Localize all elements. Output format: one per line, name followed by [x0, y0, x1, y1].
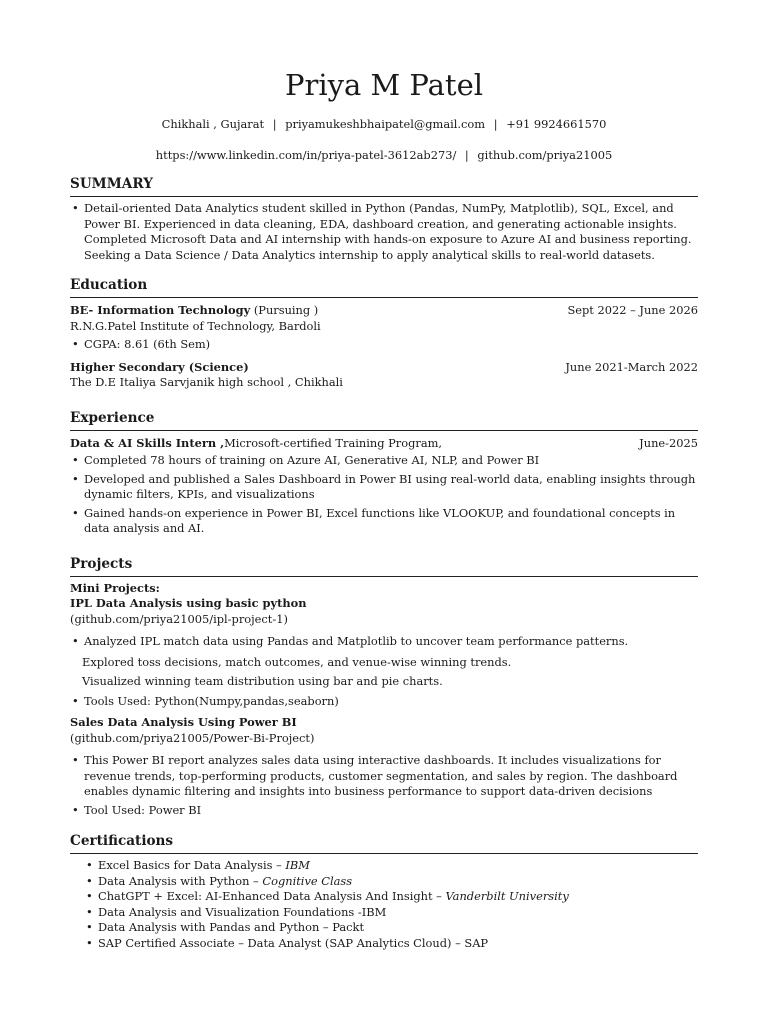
- degree-title: BE- Information Technology: [70, 303, 251, 317]
- degree-title: Higher Secondary (Science): [70, 359, 249, 374]
- cgpa-text: • CGPA: 8.61 (6th Sem): [84, 337, 698, 353]
- summary-heading: SUMMARY: [70, 175, 698, 197]
- cert-name: Data Analysis with Python –: [98, 873, 263, 888]
- linkedin-link[interactable]: https://www.linkedin.com/in/priya-patel-3612ab273/: [155, 148, 457, 162]
- list-item: [98, 889, 698, 905]
- summary-list: [70, 201, 698, 263]
- certifications-list: [70, 858, 698, 951]
- institution-name: The D.E Italiya Sarvjanik high school , Chikhali: [70, 375, 343, 389]
- list-item: [98, 874, 698, 890]
- degree-status: (Pursuing ): [253, 303, 319, 317]
- project-2-bullets: [70, 753, 698, 818]
- experience-bullets: [70, 453, 698, 537]
- cert-name: SAP Certified Associate – Data Analyst (SAP Analytics Cloud) – SAP: [98, 935, 489, 950]
- education-entry-2-header: [70, 360, 698, 376]
- experience-heading: Experience: [70, 409, 698, 431]
- project-detail-line: Explored toss decisions, match outcomes, and venue-wise winning trends.: [82, 654, 512, 669]
- experience-header: [70, 436, 698, 452]
- cert-issuer: IBM: [285, 858, 310, 872]
- project-detail-line: Visualized winning team distribution using bar and pie charts.: [82, 674, 443, 688]
- contact-line-1: [70, 116, 698, 132]
- project-link[interactable]: (github.com/priya21005/ipl-project-1): [70, 611, 288, 626]
- institution-name: R.N.G.Patel Institute of Technology, Bardoli: [70, 318, 321, 333]
- list-item: [98, 858, 698, 874]
- cert-name: Excel Basics for Data Analysis –: [98, 858, 286, 872]
- project-title: Sales Data Analysis Using Power BI: [70, 715, 297, 729]
- education-heading: Education: [70, 276, 698, 298]
- experience-date: June-2025: [639, 435, 698, 450]
- separator: |: [464, 148, 469, 162]
- education-entry-1-header: [70, 303, 698, 319]
- list-item: [98, 936, 698, 952]
- summary-text: • Detail-oriented Data Analytics student skilled in Python (Pandas, NumPy, Matplotlib), SQL, Excel, and Power BI. Experienced in data cleaning, EDA, dashboard creation, and generating actionable insights. Completed Microsoft Data and AI internship with hands-on exposure to Azure AI and business reporting. Seeking a Data Science / Data Analytics internship to apply analytical skills to real-world datasets.: [84, 201, 698, 263]
- project-title: IPL Data Analysis using basic python: [70, 596, 307, 610]
- cert-name: Data Analysis with Pandas and Python – Packt: [98, 920, 365, 934]
- list-item: • Developed and published a Sales Dashboard in Power BI using real-world data, enabling insights through dynamic filters, KPIs, and visualizations: [84, 472, 698, 503]
- phone-text: +91 9924661570: [506, 117, 607, 131]
- list-item: [98, 920, 698, 936]
- role-title: Data & AI Skills Intern ,: [70, 435, 225, 450]
- cert-issuer: Vanderbilt University: [445, 889, 569, 903]
- projects-heading: Projects: [70, 555, 698, 577]
- list-item: • Tools Used: Python(Numpy,pandas,seaborn): [84, 694, 698, 710]
- cert-issuer: Cognitive Class: [262, 873, 353, 888]
- list-item: • This Power BI report analyzes sales data using interactive dashboards. It includes visualizations for revenue trends, top-performing products, customer segmentation, and sales by region. The dashboard enables dynamic filtering and insights into business performance to support data-driven decisions: [84, 753, 698, 800]
- separator: |: [493, 117, 498, 131]
- mini-projects-label: Mini Projects:: [70, 580, 160, 595]
- education-dates: Sept 2022 – June 2026: [567, 303, 698, 317]
- list-item: [98, 905, 698, 921]
- candidate-name: Priya M Patel: [284, 68, 484, 102]
- certifications-heading: Certifications: [70, 832, 698, 854]
- cert-name: ChatGPT + Excel: AI-Enhanced Data Analysis And Insight –: [98, 889, 446, 903]
- project-1-tools: [70, 694, 698, 710]
- separator: |: [272, 117, 277, 131]
- github-link[interactable]: github.com/priya21005: [477, 148, 613, 162]
- organization-name: Microsoft-certified Training Program,: [224, 435, 443, 450]
- list-item: • Gained hands-on experience in Power BI, Excel functions like VLOOKUP, and foundational concepts in data analysis and AI.: [84, 506, 698, 537]
- project-link[interactable]: (github.com/priya21005/Power-Bi-Project): [70, 730, 315, 745]
- email-link[interactable]: priyamukeshbhaipatel@gmail.com: [285, 117, 486, 131]
- list-item: • Tool Used: Power BI: [84, 803, 698, 819]
- list-item: • Analyzed IPL match data using Pandas and Matplotlib to uncover team performance patterns.: [84, 634, 698, 650]
- location-text: Chikhali , Gujarat: [161, 117, 265, 131]
- education-detail-list: [70, 337, 698, 353]
- project-1-bullets: [70, 634, 698, 650]
- education-dates: June 2021-March 2022: [565, 359, 698, 374]
- list-item: • Completed 78 hours of training on Azure AI, Generative AI, NLP, and Power BI: [84, 453, 698, 469]
- contact-line-2: [70, 147, 698, 163]
- cert-name: Data Analysis and Visualization Foundations -IBM: [98, 904, 387, 919]
